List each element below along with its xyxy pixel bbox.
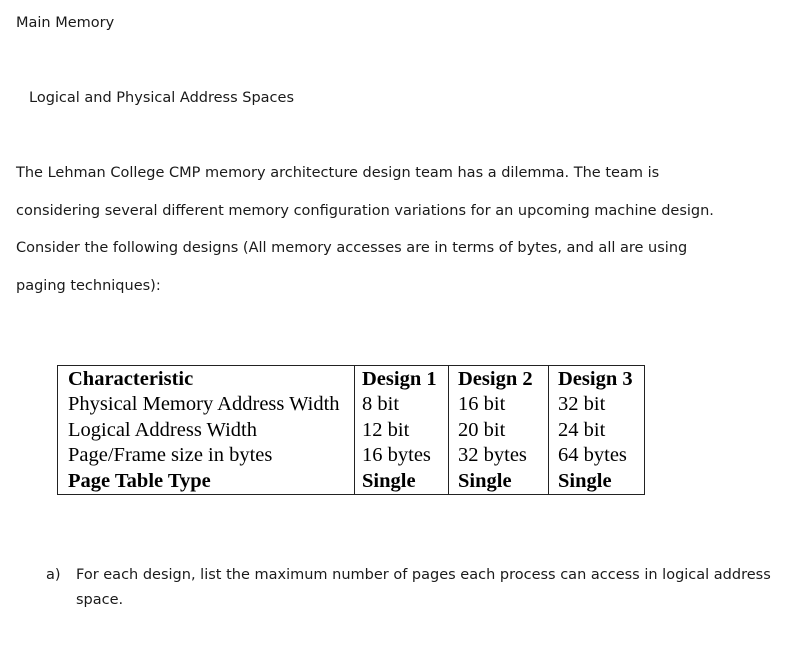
header-design-3: Design 3 xyxy=(549,366,645,392)
paragraph-line: The Lehman College CMP memory architecture design team has a dilemma. The team is xyxy=(16,165,660,181)
table-cell: Page Table Type xyxy=(58,468,355,494)
table-cell: 32 bytes xyxy=(449,443,549,469)
paragraph-line: considering several different memory configuration variations for an upcoming machine design. xyxy=(16,203,714,219)
table-cell: Single xyxy=(449,468,549,494)
header-design-2: Design 2 xyxy=(449,366,549,392)
table-row xyxy=(58,443,645,469)
design-table xyxy=(57,365,645,495)
table-cell: 20 bit xyxy=(449,417,549,443)
table-cell: Logical Address Width xyxy=(58,417,355,443)
header-design-1: Design 1 xyxy=(355,366,449,392)
question-text-line: For each design, list the maximum number of pages each process can access in logical address xyxy=(76,567,771,583)
table-cell: Single xyxy=(355,468,449,494)
table-cell: Page/Frame size in bytes xyxy=(58,443,355,469)
table-row xyxy=(58,392,645,418)
table-cell: 16 bytes xyxy=(355,443,449,469)
table-row xyxy=(58,417,645,443)
paragraph-line: Consider the following designs (All memory accesses are in terms of bytes, and all are using xyxy=(16,240,688,256)
table-cell: 32 bit xyxy=(549,392,645,418)
table-cell: 16 bit xyxy=(449,392,549,418)
question-text-line: space. xyxy=(76,592,124,608)
table-header-row xyxy=(58,366,645,392)
table-cell: Physical Memory Address Width xyxy=(58,392,355,418)
table-cell: Single xyxy=(549,468,645,494)
table-cell: 64 bytes xyxy=(549,443,645,469)
table-cell: 12 bit xyxy=(355,417,449,443)
paragraph-line: paging techniques): xyxy=(16,278,161,294)
question-label: a) xyxy=(46,567,61,583)
header-characteristic: Characteristic xyxy=(58,366,355,392)
table-row xyxy=(58,468,645,494)
table-cell: 8 bit xyxy=(355,392,449,418)
section-subtitle: Logical and Physical Address Spaces xyxy=(29,90,295,106)
page-title: Main Memory xyxy=(16,15,115,31)
table-cell: 24 bit xyxy=(549,417,645,443)
